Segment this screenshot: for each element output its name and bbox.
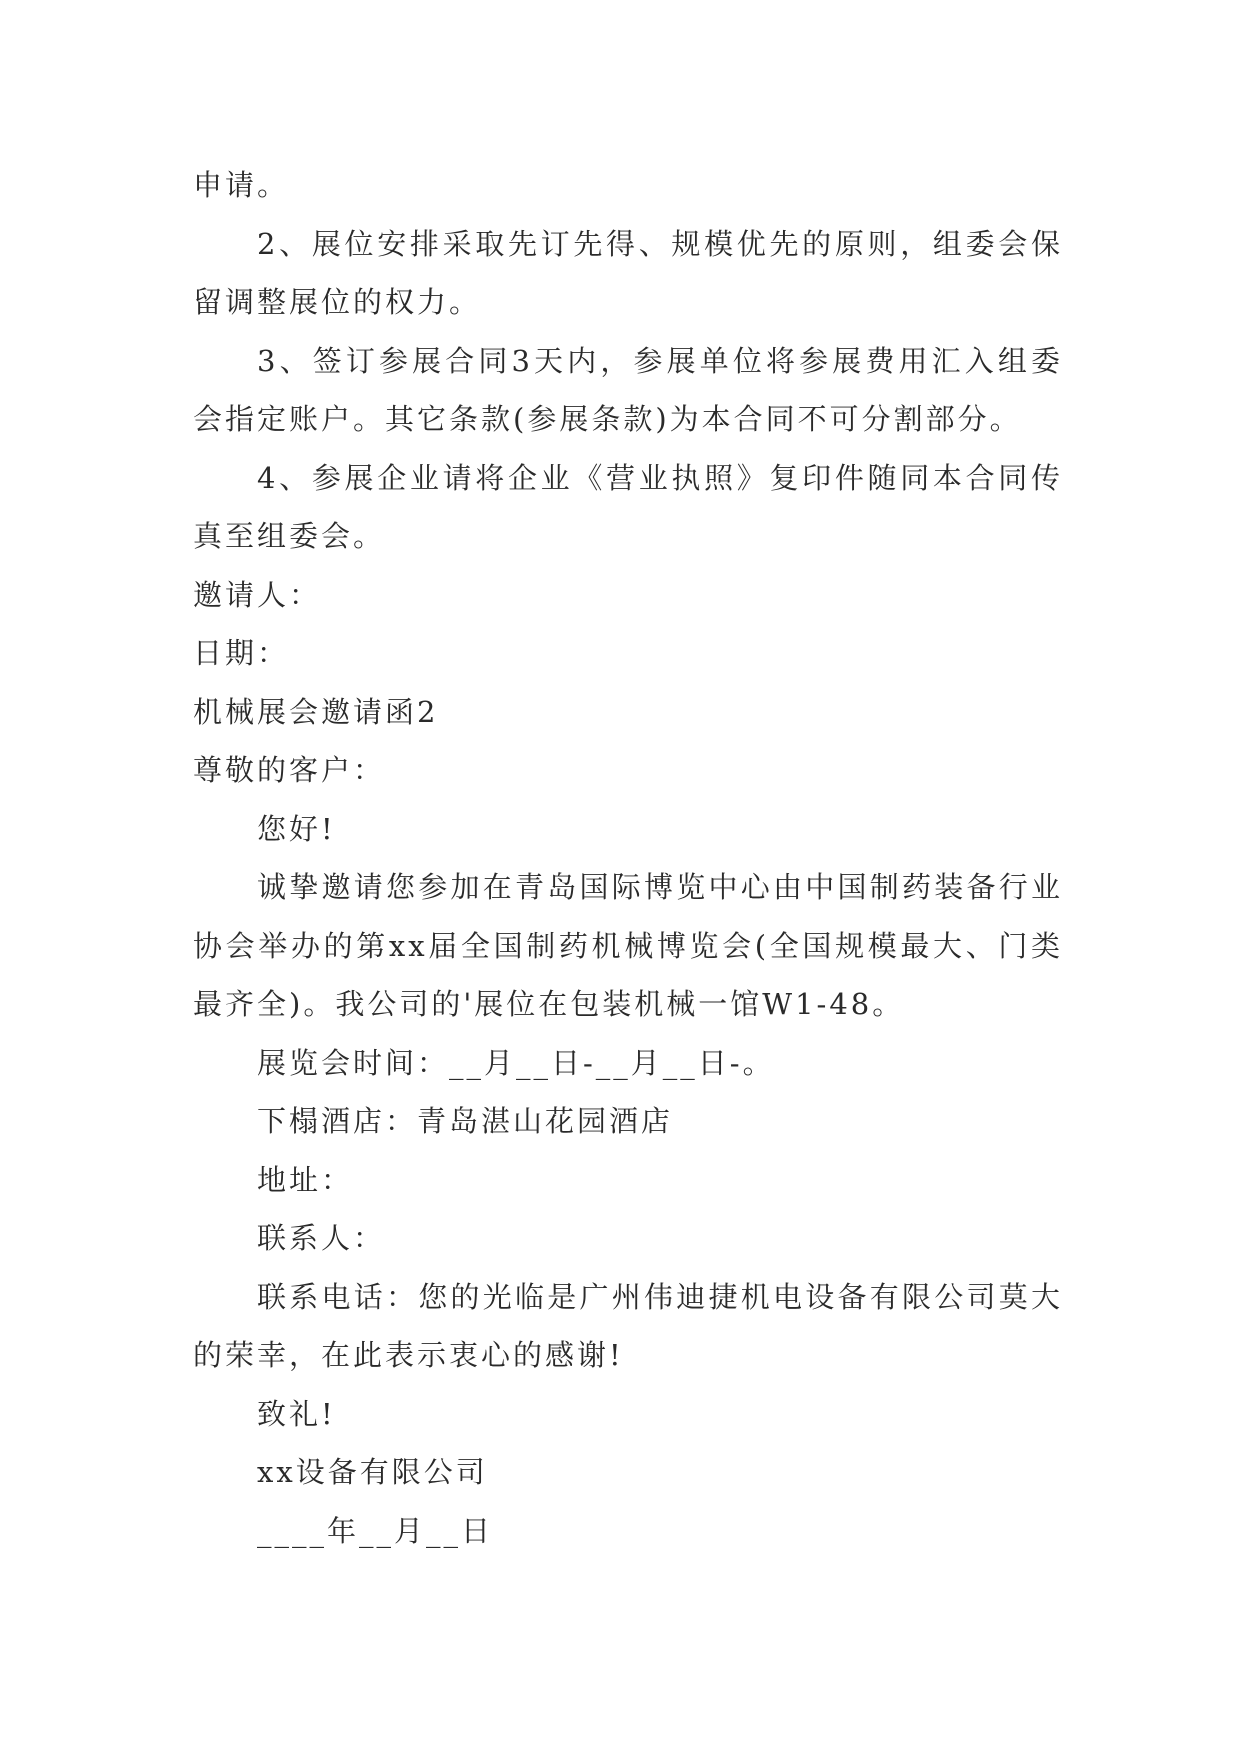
inviter-line: 邀请人： <box>193 577 322 612</box>
company-signature: xx设备有限公司 <box>257 1455 488 1489</box>
date-line: 日期： <box>193 636 290 670</box>
hotel-line: 下榻酒店：青岛湛山花园酒店 <box>257 1104 674 1138</box>
invitation-body: 诚挚邀请您参加在青岛国际博览中心由中国制药装备行业协会举办的第xx届全国制药机械博览会(全国规模最大、门类最齐全)。我公司的'展位在包装机械一馆W1-48。 <box>193 870 1063 1021</box>
document-body <box>193 156 1063 1560</box>
paragraph-clause-2: 2、展位安排采取先订先得、规模优先的原则，组委会保留调整展位的权力。 <box>193 226 1063 319</box>
exhibition-time: 展览会时间：__月__日-__月__日-。 <box>257 1045 775 1080</box>
paragraph-application-end: 申请。 <box>193 168 290 202</box>
address-line: 地址： <box>257 1162 354 1197</box>
signature-date: ____年__月__日 <box>257 1513 494 1548</box>
greeting: 您好! <box>257 811 336 846</box>
salutation: 尊敬的客户： <box>193 753 386 787</box>
contact-phone-line: 联系电话：您的光临是广州伟迪捷机电设备有限公司莫大的荣幸，在此表示衷心的感谢! <box>193 1279 1063 1372</box>
paragraph-clause-3: 3、签订参展合同3天内，参展单位将参展费用汇入组委会指定账户。其它条款(参展条款)为本合同不可分割部分。 <box>193 343 1063 436</box>
section-title: 机械展会邀请函2 <box>193 694 439 729</box>
closing-regards: 致礼! <box>257 1396 336 1431</box>
contact-person-line: 联系人： <box>257 1221 386 1255</box>
paragraph-clause-4: 4、参展企业请将企业《营业执照》复印件随同本合同传真至组委会。 <box>193 460 1063 553</box>
